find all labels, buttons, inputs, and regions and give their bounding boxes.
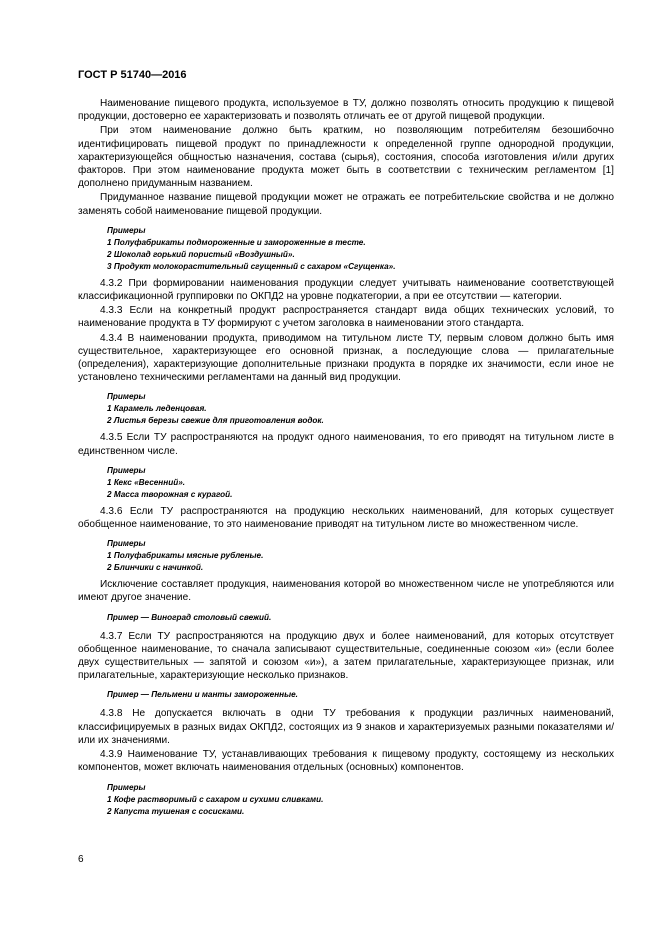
examples-title: Примеры <box>107 392 146 402</box>
examples-title: Примеры <box>107 539 146 549</box>
example-item: 1 Полуфабрикаты мясные рубленые. <box>107 551 264 561</box>
examples-list <box>78 477 614 500</box>
paragraph: Придуманное название пищевой продукции может не отражать ее потребительские свойства и не должно заменять собой наименование пищевой продукции. <box>78 192 614 217</box>
example-item: 2 Шоколад горький пористый «Воздушный». <box>107 249 295 259</box>
example-item: 3 Продукт молокорастительный сгущенный с сахаром «Сгущенка». <box>107 261 396 271</box>
examples-list <box>78 237 614 272</box>
clause-4-3-8: 4.3.8 Не допускается включать в одни ТУ требования к продукции различных наименований, классифицируемых в разных видах ОКПД2, состоящих из 9 знаков и характеризуемых разными показателями и/или их значениями. <box>78 708 614 746</box>
example-item: 1 Полуфабрикаты подмороженные и замороженные в тесте. <box>107 237 366 247</box>
document-header: ГОСТ Р 51740—2016 <box>78 69 187 81</box>
examples-list <box>78 794 614 817</box>
examples-title: Примеры <box>107 465 146 475</box>
single-example: Пример — Виноград столовый свежий. <box>107 612 272 622</box>
clause-4-3-3: 4.3.3 Если на конкретный продукт распространяется стандарт вида общих технических условий, то наименование продукта в ТУ формируют с учетом заголовка в наименовании этого стандарта. <box>78 305 614 330</box>
clause-4-3-4: 4.3.4 В наименовании продукта, приводимом на титульном листе ТУ, первым словом должно быть имя существительное, характеризующее его основной признак, а последующие слова — прилагательные (определения), характеризующие дополнительные признаки продукта в порядке их значимости, если иное не установлено техническими регламентами на данный вид продукции. <box>78 332 614 384</box>
clause-4-3-7: 4.3.7 Если ТУ распространяются на продукцию двух и более наименований, для которых отсутствует обобщенное наименование, то сначала записывают существительные, соединенные союзом «и» (если более двух существительных — запятой и союзом «и»), а затем прилагательные, характеризующее признак, или прилагательные, характеризующие несколько признаков. <box>78 630 614 682</box>
document-body <box>78 97 614 822</box>
clause-4-3-2: 4.3.2 При формировании наименования продукции следует учитывать наименование соответствующей классификационной группировки по ОКПД2 на уровне подкатегории, а при ее отсутствии — категории. <box>78 277 614 303</box>
paragraph: Наименование пищевого продукта, используемое в ТУ, должно позволять относить продукцию к пищевой продукции, достоверно ее характеризовать и позволять отличать ее от другой пищевой продукции. <box>78 98 614 123</box>
example-item: 2 Капуста тушеная с сосисками. <box>107 806 245 816</box>
single-example: Пример — Пельмени и манты замороженные. <box>107 690 298 700</box>
example-item: 2 Масса творожная с курагой. <box>107 489 233 499</box>
examples-title: Примеры <box>107 782 146 792</box>
clause-4-3-5: 4.3.5 Если ТУ распространяются на продукт одного наименования, то его приводят на титульном листе в единственном числе. <box>78 432 614 457</box>
example-item: 2 Блинчики с начинкой. <box>107 563 204 573</box>
example-item: 2 Листья березы свежие для приготовления водок. <box>107 416 324 426</box>
clause-4-3-9: 4.3.9 Наименование ТУ, устанавливающих требования к пищевому продукту, состоящему из нескольких компонентов, может включать наименования отдельных (основных) компонентов. <box>78 749 614 774</box>
paragraph: При этом наименование должно быть кратким, но позволяющим потребителям безошибочно идентифицировать пищевой продукт по принадлежности к определенной группе однородной продукции, характеризующейся общностью назначения, состава (сырья), состояния, способа изготовления и/или других факторов. При этом наименование продукта может быть в соответствии с техническим регламентом [1] дополнено придуманным названием. <box>78 125 614 190</box>
example-item: 1 Карамель леденцовая. <box>107 404 207 414</box>
examples-list <box>78 403 614 426</box>
page-number: 6 <box>78 854 84 865</box>
paragraph: Исключение составляет продукция, наименования которой во множественном числе не употребляются или имеют другое значение. <box>78 579 614 604</box>
example-item: 1 Кофе растворимый с сахаром и сухими сливками. <box>107 794 324 804</box>
clause-4-3-6: 4.3.6 Если ТУ распространяются на продукцию нескольких наименований, для которых существует обобщенное наименование, то это наименование приводят на титульном листе во множественном числе. <box>78 505 614 531</box>
examples-list <box>78 550 614 573</box>
examples-title: Примеры <box>107 225 146 235</box>
example-item: 1 Кекс «Весенний». <box>107 477 186 487</box>
